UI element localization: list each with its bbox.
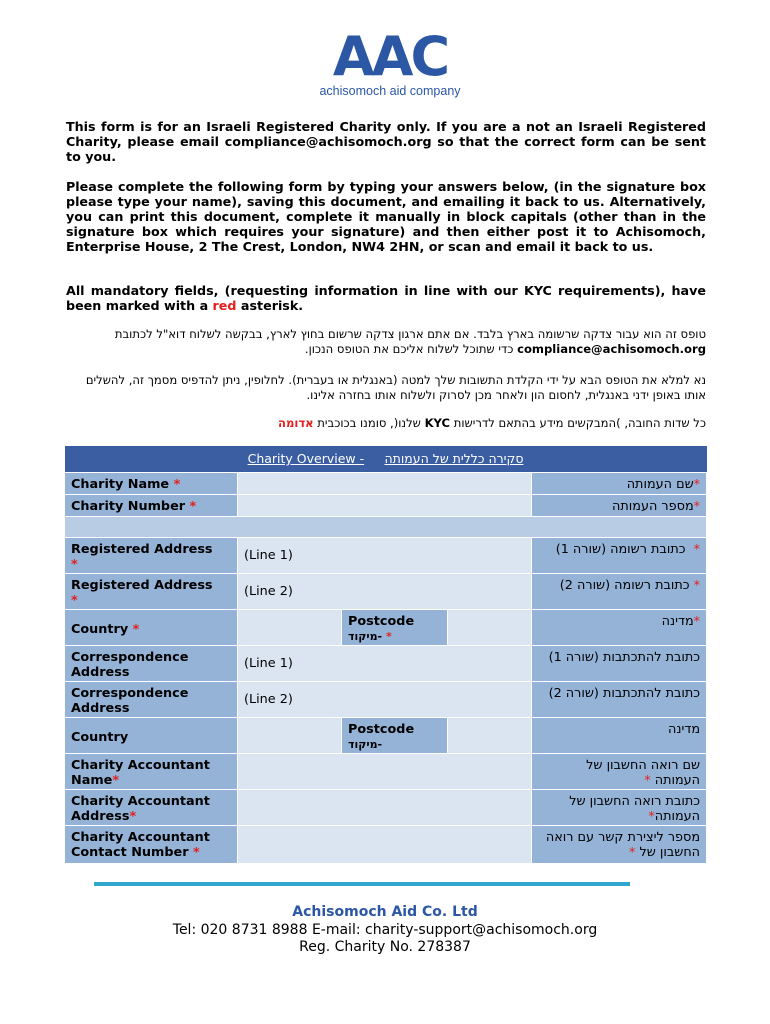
header-en: Charity Overview - (247, 451, 365, 466)
hebrew-paragraph-2: נא למלא את הטופס הבא על ידי הקלדת התשובות שלך למטה (באנגלית או בעברית). לחלופין, ניתן להדפיס מסמך זה, להשלים אותו באופן ידני באנגלית, לחסום הון ולאחר מכן לסרוק ולשלוח אותו בחזרה אלינו. (85, 373, 706, 402)
charity-name-field[interactable] (238, 473, 532, 495)
postcode-label-1: Postcode מיקוד- * (342, 610, 448, 646)
h3-kyc: KYC (424, 416, 451, 430)
p3-text-a: All mandatory fields, (requesting information in line with our KYC requirements), have been marked with a (66, 283, 706, 313)
footer-company: Achisomoch Aid Co. Ltd (292, 904, 478, 920)
he-label-correspondence-address-2: כתובת להתכתבות (שורה 2) (532, 682, 707, 718)
hebrew-paragraph-1 (66, 327, 706, 357)
logo-subtitle: achisomoch aid company (319, 84, 461, 98)
registered-address-line2-field[interactable]: (Line 2) (238, 574, 532, 610)
h1-text-a: טופס זה הוא עבור צדקה שרשומה בארץ בלבד. אם אתם ארגון צדקה שרשום בחוץ לארץ, בבקשה לשלוח דוא"ל לכתובת (114, 327, 706, 341)
accountant-contact-field[interactable] (238, 826, 532, 864)
he-label-charity-name: *שם העמותה (532, 473, 707, 495)
intro-paragraph-2: Please complete the following form by typing your answers below, (in the signature box please type your name), saving this document, and emailing it back to us. Alternatively, you can print this document, complete it manually in block capitals (other than in the signature box which requires your signature) and then either post it to Achisomoch, Enterprise House, 2 The Crest, London, NW4 2HN, or scan and email it back to us. (66, 179, 706, 254)
he-label-accountant-name: שם רואה החשבון של העמותה * (532, 754, 707, 790)
he-label-correspondence-address-1: כתובת להתכתבות (שורה 1) (532, 646, 707, 682)
table-spacer (65, 517, 707, 538)
label-registered-address-2: Registered Address * (65, 574, 238, 610)
h1-text-b: כדי שתוכל לשלוח אליכם את הטופס הנכון. (304, 342, 518, 356)
he-label-country-1: *מדינה (532, 610, 707, 646)
he-label-charity-number: *מספר העמותה (532, 495, 707, 517)
header-he: סקירה כללית של העמותה (384, 451, 524, 466)
h3-text-a: כל שדות החובה, )המבקשים מידע בהתאם לדרישות (450, 416, 706, 430)
hebrew-paragraph-3 (66, 416, 706, 431)
p3-text-b: asterisk. (236, 298, 304, 313)
footer-registration: Reg. Charity No. 278387 (299, 939, 471, 955)
table-header (65, 446, 707, 473)
footer-contact: Tel: 020 8731 8988 E-mail: charity-support@achisomoch.org (172, 922, 598, 938)
label-country-2: Country (65, 718, 238, 754)
intro-paragraph-1: This form is for an Israeli Registered Charity only. If you are a not an Israeli Registered Charity, please email compliance@achisomoch.org so that the correct form can be sent to you. (66, 119, 706, 164)
postcode-label-2: Postcode מיקוד- (342, 718, 448, 754)
charity-number-field[interactable] (238, 495, 532, 517)
logo-mark: AAC (332, 25, 448, 88)
country-1-field[interactable] (238, 610, 342, 646)
country-2-field[interactable] (238, 718, 342, 754)
he-label-registered-address-2: * כתובת רשומה (שורה 2) (532, 574, 707, 610)
he-label-accountant-contact: מספר ליצירת קשר עם רואה החשבון של * (532, 826, 707, 864)
label-correspondence-address-1: Correspondence Address (65, 646, 238, 682)
h1-email: compliance@achisomoch.org (517, 342, 706, 356)
intro-paragraph-3 (66, 283, 706, 313)
he-label-accountant-address: כתובת רואה החשבון של העמותה* (532, 790, 707, 826)
label-accountant-contact: Charity Accountant Contact Number * (65, 826, 238, 864)
label-accountant-address: Charity Accountant Address* (65, 790, 238, 826)
h3-text-b: שלנו(, סומנו בכוכבית (313, 416, 425, 430)
aac-logo (300, 25, 480, 98)
accountant-address-field[interactable] (238, 790, 532, 826)
registered-address-line1-field[interactable]: (Line 1) (238, 538, 532, 574)
label-charity-number: Charity Number * (65, 495, 238, 517)
correspondence-address-line2-field[interactable]: (Line 2) (238, 682, 532, 718)
h3-red-word: אדומה (278, 416, 314, 430)
he-label-registered-address-1: * כתובת רשומה (שורה 1) (532, 538, 707, 574)
charity-overview-table (64, 446, 707, 864)
postcode-2-field[interactable] (448, 718, 532, 754)
label-registered-address-1: Registered Address * (65, 538, 238, 574)
label-charity-name: Charity Name * (65, 473, 238, 495)
label-accountant-name: Charity Accountant Name* (65, 754, 238, 790)
accountant-name-field[interactable] (238, 754, 532, 790)
label-correspondence-address-2: Correspondence Address (65, 682, 238, 718)
he-label-country-2: מדינה (532, 718, 707, 754)
footer-divider (94, 882, 630, 886)
label-country-1: Country * (65, 610, 238, 646)
postcode-1-field[interactable] (448, 610, 532, 646)
correspondence-address-line1-field[interactable]: (Line 1) (238, 646, 532, 682)
p3-red-word: red (212, 298, 237, 313)
